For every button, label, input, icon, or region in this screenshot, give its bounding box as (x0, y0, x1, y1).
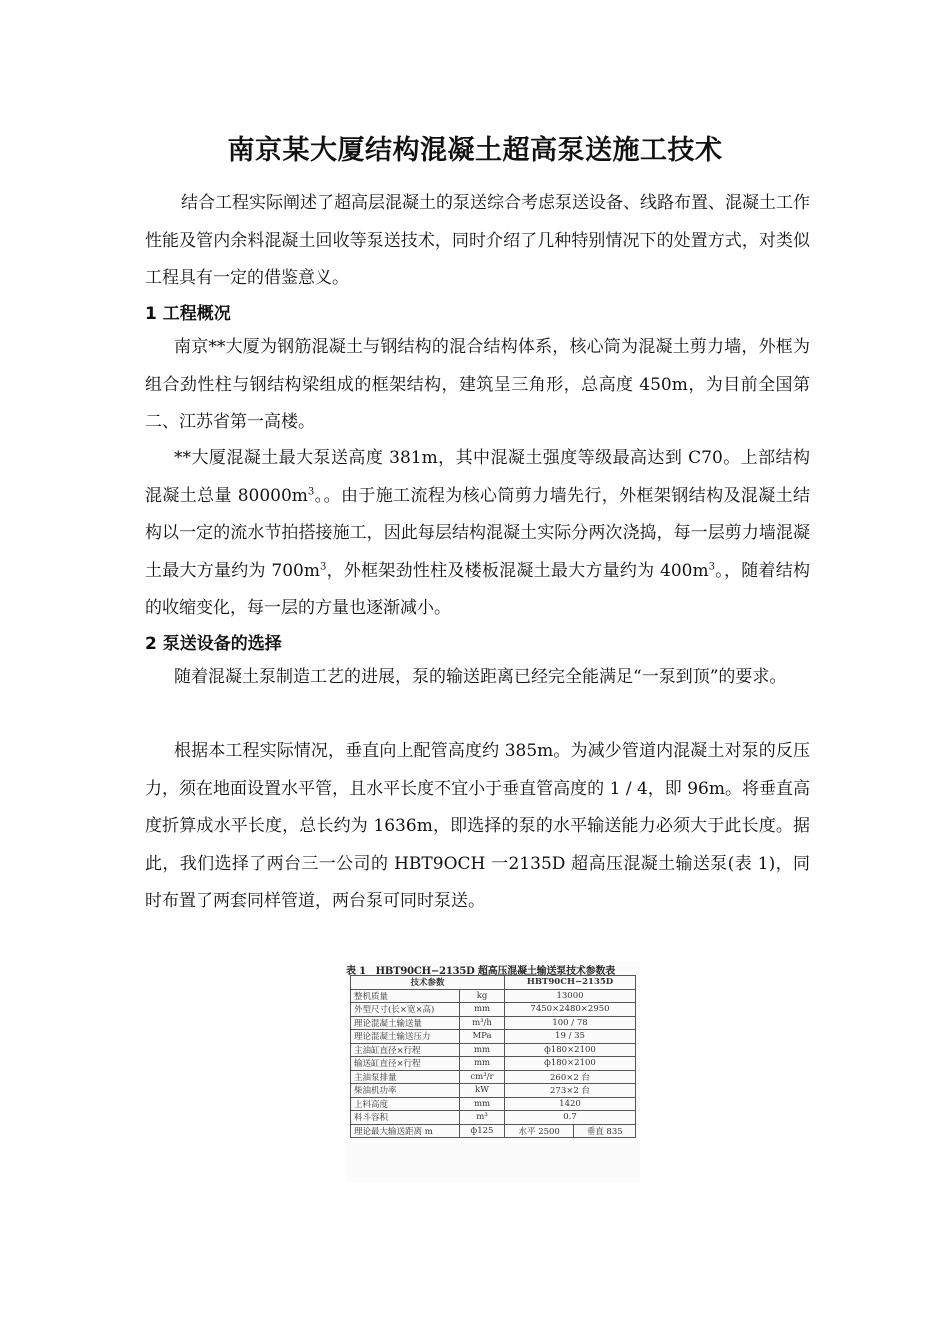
section-2-heading: 2 泵送设备的选择 (145, 634, 282, 654)
param-value-horizontal: 水平 2500 (505, 1124, 574, 1138)
section-1-paragraph-1: 南京**大厦为钢筋混凝土与钢结构的混合结构体系，核心筒为混凝土剪力墙，外框为组合劲性柱与钢结构梁组成的框架结构，建筑呈三角形，总高度 450m，为目前全国第二、江苏省第一高楼。 (145, 337, 810, 432)
param-name: 理论混凝土输送压力 (351, 1030, 460, 1044)
param-name: 柴油机功率 (351, 1084, 460, 1098)
param-unit: mm (460, 1043, 505, 1057)
section-2-paragraph-1: 随着混凝土泵制造工艺的进展，泵的输送距离已经完全能满足“一泵到顶”的要求。 (174, 667, 787, 687)
param-unit: m³/h (460, 1016, 505, 1030)
param-value: 7450×2480×2950 (505, 1003, 636, 1017)
table-row (351, 1016, 636, 1030)
param-unit: cm³/r (460, 1070, 505, 1084)
param-name: 理论最大输送距离 m (351, 1124, 460, 1138)
param-value: 19 / 35 (505, 1030, 636, 1044)
table-1-caption: 表 1 HBT90CH−2135D 超高压混凝土输送泵技术参数表 (346, 966, 616, 977)
table-row (351, 1097, 636, 1111)
header-model: HBT90CH−2135D (505, 976, 636, 990)
superscript: 3 (307, 485, 315, 497)
param-value: 13000 (505, 989, 636, 1003)
param-name: 理论混凝土输送量 (351, 1016, 460, 1030)
param-name: 外型尺寸(长×宽×高) (351, 1003, 460, 1017)
table-row (351, 1030, 636, 1044)
param-name: 整机质量 (351, 989, 460, 1003)
param-name: 主油缸直径×行程 (351, 1043, 460, 1057)
table-row (351, 1043, 636, 1057)
param-unit: mm (460, 1003, 505, 1017)
param-value: 0.7 (505, 1111, 636, 1125)
table-row (351, 989, 636, 1003)
table-row (351, 1003, 636, 1017)
param-value: 1420 (505, 1097, 636, 1111)
param-name: 上料高度 (351, 1097, 460, 1111)
param-name: 输送缸直径×行程 (351, 1057, 460, 1071)
header-param: 技术参数 (351, 976, 505, 990)
param-unit: MPa (460, 1030, 505, 1044)
superscript: 3 (319, 560, 327, 572)
param-unit: kg (460, 989, 505, 1003)
param-unit: kW (460, 1084, 505, 1098)
table-row (351, 1070, 636, 1084)
param-unit: mm (460, 1057, 505, 1071)
table-header-row (351, 976, 636, 990)
paragraph-text: 。，随着结构的收缩变化，每一层的方量也逐渐减小。 (145, 560, 810, 618)
paragraph-text: **大厦混凝土最大泵送高度 381m，其中混凝土强度等级最高达到 C70。上部结构混凝土总量 80000m (145, 448, 810, 506)
param-value-vertical: 垂直 835 (574, 1124, 636, 1138)
spec-table (350, 975, 636, 1138)
abstract-paragraph: 结合工程实际阐述了超高层混凝土的泵送综合考虑泵送设备、线路布置、混凝土工作性能及管内余料混凝土回收等泵送技术，同时介绍了几种特别情况下的处置方式，对类似工程具有一定的借鉴意义。 (145, 193, 810, 288)
section-2-paragraph-2: 根据本工程实际情况，垂直向上配管高度约 385m。为减少管道内混凝土对泵的反压力，须在地面设置水平管，且水平长度不宜小于垂直管高度的 1 / 4，即 96m。将垂直高度折算成水平长度，总长约为 1636m，即选择的泵的水平输送能力必须大于此长度。据此，我们选择了两台三一公司的 HBT9OCH 一2135D 超高压混凝土输送泵(表 1)，同时布置了两套同样管道，两台泵可同时泵送。 (145, 741, 810, 911)
param-value: 260×2 台 (505, 1070, 636, 1084)
param-unit: ф125 (460, 1124, 505, 1138)
param-name: 料斗容积 (351, 1111, 460, 1125)
table-row (351, 1124, 636, 1138)
paragraph-text: ，外框架劲性柱及楼板混凝土最大方量约为 400m (326, 560, 709, 581)
param-name: 主油泵排量 (351, 1070, 460, 1084)
param-value: 273×2 台 (505, 1084, 636, 1098)
table-1-figure (346, 962, 640, 1182)
table-row (351, 1111, 636, 1125)
superscript: 3 (708, 560, 715, 572)
param-value: ф180×2100 (505, 1043, 636, 1057)
paragraph-text: 。。由于施工流程为核心筒剪力墙先行，外框架钢结构及混凝土结构以一定的流水节拍搭接施工，因此每层结构混凝土实际分两次浇捣，每一层剪力墙混凝土最大方量约为 700m (145, 485, 810, 581)
param-unit: mm (460, 1097, 505, 1111)
section-1-paragraph-2 (145, 440, 810, 628)
param-value: 100 / 78 (505, 1016, 636, 1030)
section-1-heading: 1 工程概况 (145, 304, 231, 324)
table-row (351, 1084, 636, 1098)
document-title: 南京某大厦结构混凝土超高泵送施工技术 (227, 135, 723, 166)
table-row (351, 1057, 636, 1071)
param-unit: m³ (460, 1111, 505, 1125)
param-value: ф180×2100 (505, 1057, 636, 1071)
